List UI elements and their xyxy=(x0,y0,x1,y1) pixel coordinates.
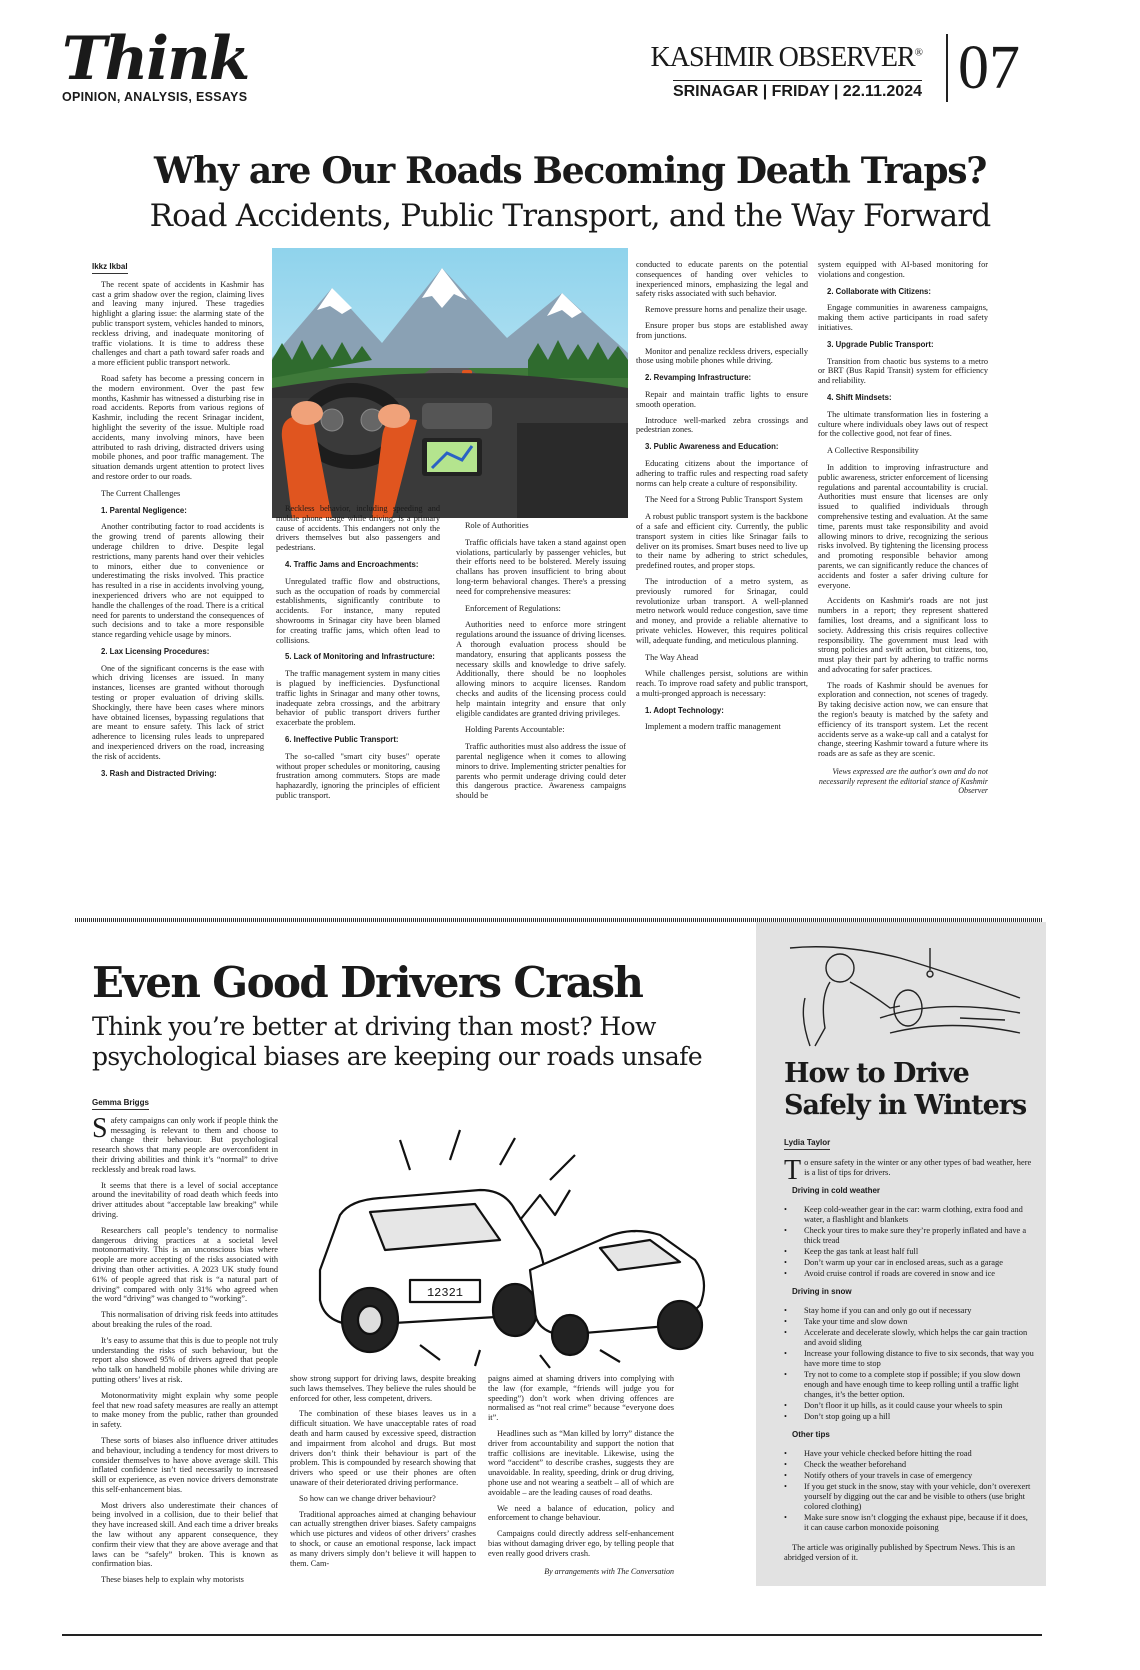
list-item: • Check your tires to make sure they’re properly inflated and have a thick tread xyxy=(784,1226,1034,1246)
list-item: • Increase your following distance to five to six seconds, that way you have more time to stop xyxy=(784,1349,1034,1369)
snow-list xyxy=(784,1306,1034,1422)
story2-credit: By arrangements with The Conversation xyxy=(544,1566,674,1576)
subheading: The Way Ahead xyxy=(645,652,699,662)
paragraph: paigns aimed at shaming drivers into complying with the law (for example, “friends will judge you for speeding”) don’t work when driving offences are normalised as “not real crime” because “everyone does it”. xyxy=(488,1374,674,1423)
story1-byline: Ikkz Ikbal xyxy=(92,262,128,274)
subheading: A Collective Responsibility xyxy=(827,446,919,456)
list-item: • Make sure snow isn’t clogging the exhaust pipe, because if it does, it can cause carbon monoxide poisoning xyxy=(784,1513,1034,1533)
paper-name xyxy=(651,42,923,74)
paragraph: Most drivers also underestimate their chances of being involved in a collision, due to their belief that they have increased skill. And each time a driver breaks the law without any apparent consequence, they confirm their view that they are above average and that laws can be “safely” broken. This is known as confirmation bias. xyxy=(92,1500,278,1569)
cold-weather-list xyxy=(784,1205,1034,1279)
driving-illustration xyxy=(272,248,628,518)
paragraph: Remove pressure horns and penalize their usage. xyxy=(645,305,807,315)
story1-column-1 xyxy=(92,262,264,882)
list-item: • Accelerate and decelerate slowly, which helps the car gain traction and avoid sliding xyxy=(784,1328,1034,1348)
paragraph: Engage communities in awareness campaigns, making them active participants in road safety initiatives. xyxy=(818,303,988,332)
paragraph: A robust public transport system is the backbone of a safe and efficient city. Currently, the public transport system in cities like Srinagar fails to deliver on its promises. Smart buses need to live up to their name by adhering to strict schedules, predefined routes, and proper stops. xyxy=(636,512,808,571)
subheading: Enforcement of Regulations: xyxy=(465,603,561,613)
subheading: 3. Rash and Distracted Driving: xyxy=(101,768,217,778)
story2-column-3 xyxy=(488,1374,674,1624)
list-item: • If you get stuck in the snow, stay with your vehicle, don’t overexert yourself by digging out the car and be visible to others (use bright colored clothing) xyxy=(784,1482,1034,1512)
paragraph: The so-called "smart city buses" operate without proper schedules or monitoring, causing frustration among commuters. Stops are made haphazardly, ignoring the principles of efficient public transport. xyxy=(276,751,440,800)
list-item: • Keep the gas tank at least half full xyxy=(784,1247,1034,1257)
page-number: 07 xyxy=(946,34,1030,102)
paragraph: conducted to educate parents on the potential consequences of handing over vehicles to inexperienced minors, emphasizing the legal and safety risks associated with such behavior. xyxy=(636,260,808,299)
story2-column-1 xyxy=(92,1098,278,1624)
paragraph: This normalisation of driving risk feeds into attitudes about breaking the rules of the road. xyxy=(92,1310,278,1329)
paragraph: Repair and maintain traffic lights to ensure smooth operation. xyxy=(636,389,808,409)
subheading: 6. Ineffective Public Transport: xyxy=(285,734,399,744)
paragraph: Reckless behavior, including speeding and mobile phone usage while driving, is a primary cause of accidents. This endangers not only the drivers themselves but also passengers and pedestrians. xyxy=(276,504,440,553)
list-item: • Don’t stop going up a hill xyxy=(784,1412,1034,1422)
driver-line-illustration xyxy=(780,938,1030,1048)
list-item: • Avoid cruise control if roads are covered in snow and ice xyxy=(784,1269,1034,1279)
story1-column-5 xyxy=(818,260,988,882)
paragraph: system equipped with AI-based monitoring for violations and congestion. xyxy=(818,260,988,279)
paragraph: These sorts of biases also influence driver attitudes and behaviour, including a tendency for most drivers to consider themselves to have above average skill. This inflated confidence isn’t tied necessarily to increased skill or experience, as even novice drivers demonstrate this self-enhancement bias. xyxy=(92,1435,278,1494)
paragraph: The traffic management system in many cities is plagued by inefficiencies. Dysfunctional traffic lights in Srinagar and many other towns, inadequate zebra crossings, and the arbitrary behavior of public transport drivers further exacerbate the problem. xyxy=(276,669,440,728)
paragraph: Headlines such as “Man killed by lorry” distance the driver from accountability and support the notion that traffic collisions are inevitable. Likewise, using the word “accident” to describe crashes, suggests they are unavoidable. In reality, speeding, drink or drug driving, phone use and not wearing a seatbelt – all of which are avoidable – are the leading causes of road deaths. xyxy=(488,1428,674,1497)
subheading: 4. Shift Mindsets: xyxy=(827,392,892,402)
paragraph: Implement a modern traffic management xyxy=(645,722,781,732)
paragraph: Educating citizens about the importance of adhering to traffic rules and respecting road safety norms can help create a culture of responsibility. xyxy=(636,458,808,488)
story1-column-4 xyxy=(636,260,808,882)
sidebar-section-cold-weather: Driving in cold weather xyxy=(792,1186,881,1195)
paragraph: One of the significant concerns is the ease with which driving licenses are issued. In many instances, licenses are granted without thorough testing or proper evaluation of driving skills. Shockingly, there have been cases where minors have obtained licenses, bypassing regulations that are meant to ensure safety. This lack of strict adherence to licensing rules leads to unprepared and inexperienced drivers on the road, increasing the risk of accidents. xyxy=(92,663,264,761)
sidebar-headline-line-2: Safely in Winters xyxy=(784,1090,1027,1121)
sidebar-section-snow: Driving in snow xyxy=(792,1287,852,1296)
subheading: 1. Adopt Technology: xyxy=(645,705,724,715)
paragraph: Road safety has become a pressing concern in the modern environment. Over the past few months, Kashmir has witnessed a disturbing rise in road accidents. Reports from various regions of Kashmir, including the recent Srinagar incident, highlight the severity of the issue. Multiple road accidents, many involving minors, have been attributed to rash driving, distracted drivers using mobile phones, and poor traffic management. The situation demands urgent attention to protect lives and restore order to our roads. xyxy=(92,373,264,481)
section-subtitle: OPINION, ANALYSIS, ESSAYS xyxy=(62,90,248,104)
paragraph: Traffic authorities must also address the issue of parental negligence when it comes to allowing minors to drive. Implementing stricter penalties for parents who permit underage driving could deter this dangerous practice. Awareness campaigns should be xyxy=(456,742,626,801)
sidebar-section-other: Other tips xyxy=(792,1430,830,1439)
car-crash-illustration xyxy=(300,1120,720,1370)
story1-subhead: Road Accidents, Public Transport, and the Way Forward xyxy=(149,198,991,234)
story2-subhead: Think you’re better at driving than most? How psychological biases are keeping our roads unsafe xyxy=(92,1012,703,1071)
paragraph: Accidents on Kashmir's roads are not just numbers in a report; they represent shattered families, lost dreams, and a significant loss to society. Addressing this crisis requires collective responsibility. The government must lead with strong policies and swift action, but citizens, too, must play their part by adhering to traffic norms and advocating for safer practices. xyxy=(818,596,988,674)
subheading: The Need for a Strong Public Transport System xyxy=(645,495,803,505)
masthead xyxy=(62,24,1042,108)
paragraph: Traditional approaches aimed at changing behaviour can actually strengthen driver biases. Safety campaigns which use pictures and videos of other drivers’ crashes to shock, or cause an emotional response, lack impact as many drivers simply don’t believe it will happen to them. Cam- xyxy=(290,1509,476,1568)
sidebar-footer: The article was originally published by Spectrum News. This is an abridged version of it. xyxy=(784,1543,1015,1562)
list-item: • Have your vehicle checked before hitting the road xyxy=(784,1449,1034,1459)
paragraph: Unregulated traffic flow and obstructions, such as the occupation of roads by commercial establishments, significantly contribute to accidents. For instance, many reputed showrooms in Srinagar city have been blamed for creating traffic jams, which often lead to collisions. xyxy=(276,576,440,645)
subheading: 2. Collaborate with Citizens: xyxy=(827,286,931,296)
paragraph: In addition to improving infrastructure and public awareness, stricter enforcement of licensing regulations and parental accountability is crucial. Authorities must ensure that licenses are only issued to qualified individuals through comprehensive testing and evaluation. At the same time, parents must take responsibility and avoid allowing minors to drive, recognizing the serious risks involved. By tightening the licensing process and promoting responsible behavior among parents, we can significantly reduce the chances of accidents and foster a safer driving culture for everyone. xyxy=(818,462,988,590)
subheading: 4. Traffic Jams and Encroachments: xyxy=(285,559,419,569)
subheading: 2. Lax Licensing Procedures: xyxy=(101,646,210,656)
list-item: • Keep cold-weather gear in the car: warm clothing, extra food and water, a flashlight and blankets xyxy=(784,1205,1034,1225)
list-item: • Try not to come to a complete stop if possible; if you slow down enough and have enough time to keep rolling until a traffic light changes, it’s the better option. xyxy=(784,1370,1034,1400)
paragraph: The introduction of a metro system, as previously rumored for Srinagar, could revolutionize urban transport. A well-planned metro network would reduce congestion, save time and money, and provide a reliable alternative to private vehicles. However, this requires political will, adequate funding, and meticulous planning. xyxy=(636,576,808,645)
story1-column-2 xyxy=(276,504,440,824)
list-item: • Don’t warm up your car in enclosed areas, such as a garage xyxy=(784,1258,1034,1268)
paragraph: Ensure proper bus stops are established away from junctions. xyxy=(636,320,808,340)
paragraph: The ultimate transformation lies in fostering a culture where individuals obey laws out of respect for the collective good, not fear of fines. xyxy=(818,409,988,439)
list-item: • Take your time and slow down xyxy=(784,1317,1034,1327)
subheading: Holding Parents Accountable: xyxy=(465,725,565,735)
subheading: 1. Parental Negligence: xyxy=(101,505,187,515)
story2-byline: Gemma Briggs xyxy=(92,1098,149,1110)
registered-mark: ® xyxy=(914,46,922,59)
paragraph: These biases help to explain why motorists xyxy=(101,1575,244,1585)
paragraph: It’s easy to assume that this is due to people not truly understanding the risks of such behaviour, but the report also showed 95% of drivers agreed that people who talk on handheld mobile phones while driving are putting others’ lives at risk. xyxy=(92,1335,278,1384)
sidebar-intro: To ensure safety in the winter or any other types of bad weather, here is a list of tips for drivers. xyxy=(784,1155,1032,1186)
sidebar-headline-line-1: How to Drive xyxy=(784,1058,969,1089)
paragraph: We need a balance of education, policy and enforcement to change behaviour. xyxy=(488,1503,674,1523)
subheading: 3. Upgrade Public Transport: xyxy=(827,339,934,349)
list-item: • Check the weather beforehand xyxy=(784,1460,1034,1470)
story1-headline: Why are Our Roads Becoming Death Traps? xyxy=(153,150,987,192)
paragraph: Authorities need to enforce more stringent regulations around the issuance of driving licenses. A thorough evaluation process should be mandatory, ensuring that applicants possess the necessary skills and knowledge to drive safely. Additionally, there should be no loopholes allowing minors to acquire licenses. Random checks and audits of the licensing process could help maintain integrity and ensure that only eligible candidates are granted driving privileges. xyxy=(456,620,626,718)
paragraph: The roads of Kashmir should be avenues for exploration and connection, not scenes of tragedy. By taking decisive action now, we can ensure that the region's beauty is matched by the safety and efficiency of its transport system. Let the recent accidents serve as a wake-up call and a catalyst for change, steering Kashmir toward a future where its roads are as safe as they are scenic. xyxy=(818,680,988,759)
sidebar-byline: Lydia Taylor xyxy=(784,1138,830,1150)
sidebar-headline xyxy=(784,1058,1026,1122)
paragraph: Transition from chaotic bus systems to a metro or BRT (Bus Rapid Transit) system for efficiency and reliability. xyxy=(818,356,988,386)
paragraph: Campaigns could directly address self-enhancement bias without damaging driver ego, by telling people that even really good drivers crash. xyxy=(488,1529,674,1558)
subheading: 5. Lack of Monitoring and Infrastructure: xyxy=(285,652,435,662)
story1-column-3 xyxy=(456,514,626,876)
winter-driving-sidebar xyxy=(756,922,1046,1586)
other-tips-list xyxy=(784,1449,1034,1533)
subheading: 3. Public Awareness and Education: xyxy=(645,442,779,452)
paragraph: The combination of these biases leaves us in a difficult situation. We have unacceptable rates of road death and harm caused by excessive speed, distraction and impairment from alcohol and drugs. But most drivers don’t think their behaviour is part of the problem. This is compounded by research showing that drivers who speed or use their phones are often unaware of their deteriorated driving performance. xyxy=(290,1409,476,1487)
sidebar-body xyxy=(784,1138,1034,1563)
edition-line: SRINAGAR | FRIDAY | 22.11.2024 xyxy=(673,80,922,101)
bottom-rule xyxy=(62,1634,1042,1636)
list-item: • Notify others of your travels in case of emergency xyxy=(784,1471,1034,1481)
paragraph: Traffic officials have taken a stand against open violations, particularly by passenger vehicles, but their efforts need to be bolstered. Merely issuing challans has proven insufficient to bring about long-term behavioral changes. There's a pressing need for comprehensive measures: xyxy=(456,537,626,596)
paragraph: Introduce well-marked zebra crossings and pedestrian zones. xyxy=(636,415,808,435)
paragraph: show strong support for driving laws, despite breaking such laws themselves. They believe the rules should be enforced for other, less competent, drivers. xyxy=(290,1374,476,1403)
paragraph: Researchers call people’s tendency to normalise dangerous driving practices at a societal level motonormativity. This is an unconscious bias where people are more accepting of the risks associated with driving than other activities. A 2023 UK study found 61% of people agreed that risk is “a natural part of driving” compared with only 31% who agreed when the word “driving” was changed to “working”. xyxy=(92,1225,278,1304)
paragraph: So how can we change driver behaviour? xyxy=(299,1493,436,1503)
story2-headline: Even Good Drivers Crash xyxy=(92,958,643,1007)
paragraph: It seems that there is a level of social acceptance around the inevitability of road death which feeds into driver attitudes about “acceptable law breaking” while driving. xyxy=(92,1180,278,1219)
subheading: Role of Authorities xyxy=(465,521,529,530)
paper-name-text: KASHMIR OBSERVER xyxy=(650,42,915,73)
list-item: • Stay home if you can and only go out if necessary xyxy=(784,1306,1034,1316)
subheading: 2. Revamping Infrastructure: xyxy=(645,373,752,383)
paragraph: The recent spate of accidents in Kashmir has cast a grim shadow over the region, claiming lives and leaving many injured. These tragedies highlight a glaring issue: the alarming state of the public transport system, vehicles handed to minors, reckless driving, and inadequate monitoring of traffic violations. It is time to address these challenges and chart a path toward safer roads and a more efficient public transport network. xyxy=(92,279,264,368)
subheading: The Current Challenges xyxy=(101,488,181,498)
paragraph: Safety campaigns can only work if people think the messaging is relevant to them and choose to change their behaviour. But psychological research shows that many people are overconfident in their driving abilities and think it’s “normal” to drive recklessly and break road laws. xyxy=(92,1112,278,1174)
list-item: • Don’t floor it up hills, as it could cause your wheels to spin xyxy=(784,1401,1034,1411)
license-plate: 12321 xyxy=(426,1286,464,1300)
paragraph: Motonormativity might explain why some people feel that new road safety measures are really an attempt to make money from the public, rather than grounded in safety. xyxy=(92,1390,278,1430)
paragraph: Monitor and penalize reckless drivers, especially those using mobile phones while driving. xyxy=(636,346,808,366)
paragraph: While challenges persist, solutions are within reach. To improve road safety and public transport, a multi-pronged approach is necessary: xyxy=(636,669,808,698)
paragraph: Another contributing factor to road accidents is the growing trend of parents allowing their underage children to drive. Despite legal restrictions, many parents hand over their vehicles to minors, either due to convenience or underestimating the risks involved. This practice has resulted in a rise in accidents involving young, inexperienced drivers who are not equipped to handle the challenges of the road. There is a critical need for parents to understand the consequences of such decisions and to take a more responsible stance regarding vehicle usage by minors. xyxy=(92,522,264,640)
story2-column-2 xyxy=(290,1374,476,1624)
section-title: Think xyxy=(62,24,249,94)
editorial-note: Views expressed are the author's own and do not necessarily represent the editorial stance of Kashmir Observer xyxy=(818,767,988,796)
